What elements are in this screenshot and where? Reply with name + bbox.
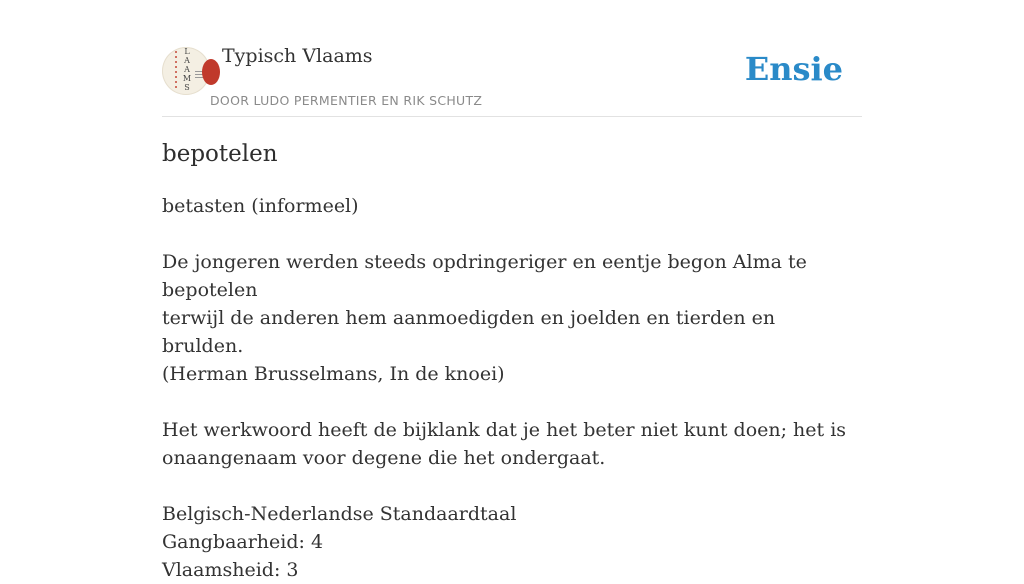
ensie-logo-link[interactable]: Ensie: [744, 50, 843, 88]
example-source: (Herman Brusselmans, In de knoei): [162, 363, 505, 385]
site-header: [162, 0, 862, 117]
example-line: De jongeren werden steeds opdringeriger en eentje begon Alma te bepotelen: [162, 251, 807, 301]
entry-content: [162, 138, 862, 584]
entry-meta: [162, 500, 862, 584]
note-line: Het werkwoord heeft de bijklank dat je het beter niet kunt doen; het is: [162, 419, 847, 441]
book-cover-icon: L A A M S: [182, 47, 192, 92]
meta-language: Belgisch-Nederlandse Standaardtaal: [162, 503, 517, 525]
blog-avatar[interactable]: [162, 47, 210, 95]
meta-vlaamsheid: Vlaamsheid: 3: [162, 559, 299, 581]
blog-title-link[interactable]: Typisch Vlaams: [222, 45, 373, 67]
entry-example: [162, 248, 862, 388]
cover-stripe: [175, 51, 177, 89]
entry-note: [162, 416, 862, 472]
example-line: terwijl de anderen hem aanmoedigden en joelden en tierden en brulden.: [162, 307, 776, 357]
note-line: onaangenaam voor degene die het ondergaat.: [162, 447, 606, 469]
meta-gangbaarheid: Gangbaarheid: 4: [162, 531, 324, 553]
blog-authors: DOOR LUDO PERMENTIER EN RIK SCHUTZ: [210, 93, 483, 108]
cover-red-mark: [202, 59, 220, 85]
entry-title: bepotelen: [162, 141, 278, 167]
entry-definition: betasten (informeel): [162, 195, 359, 217]
